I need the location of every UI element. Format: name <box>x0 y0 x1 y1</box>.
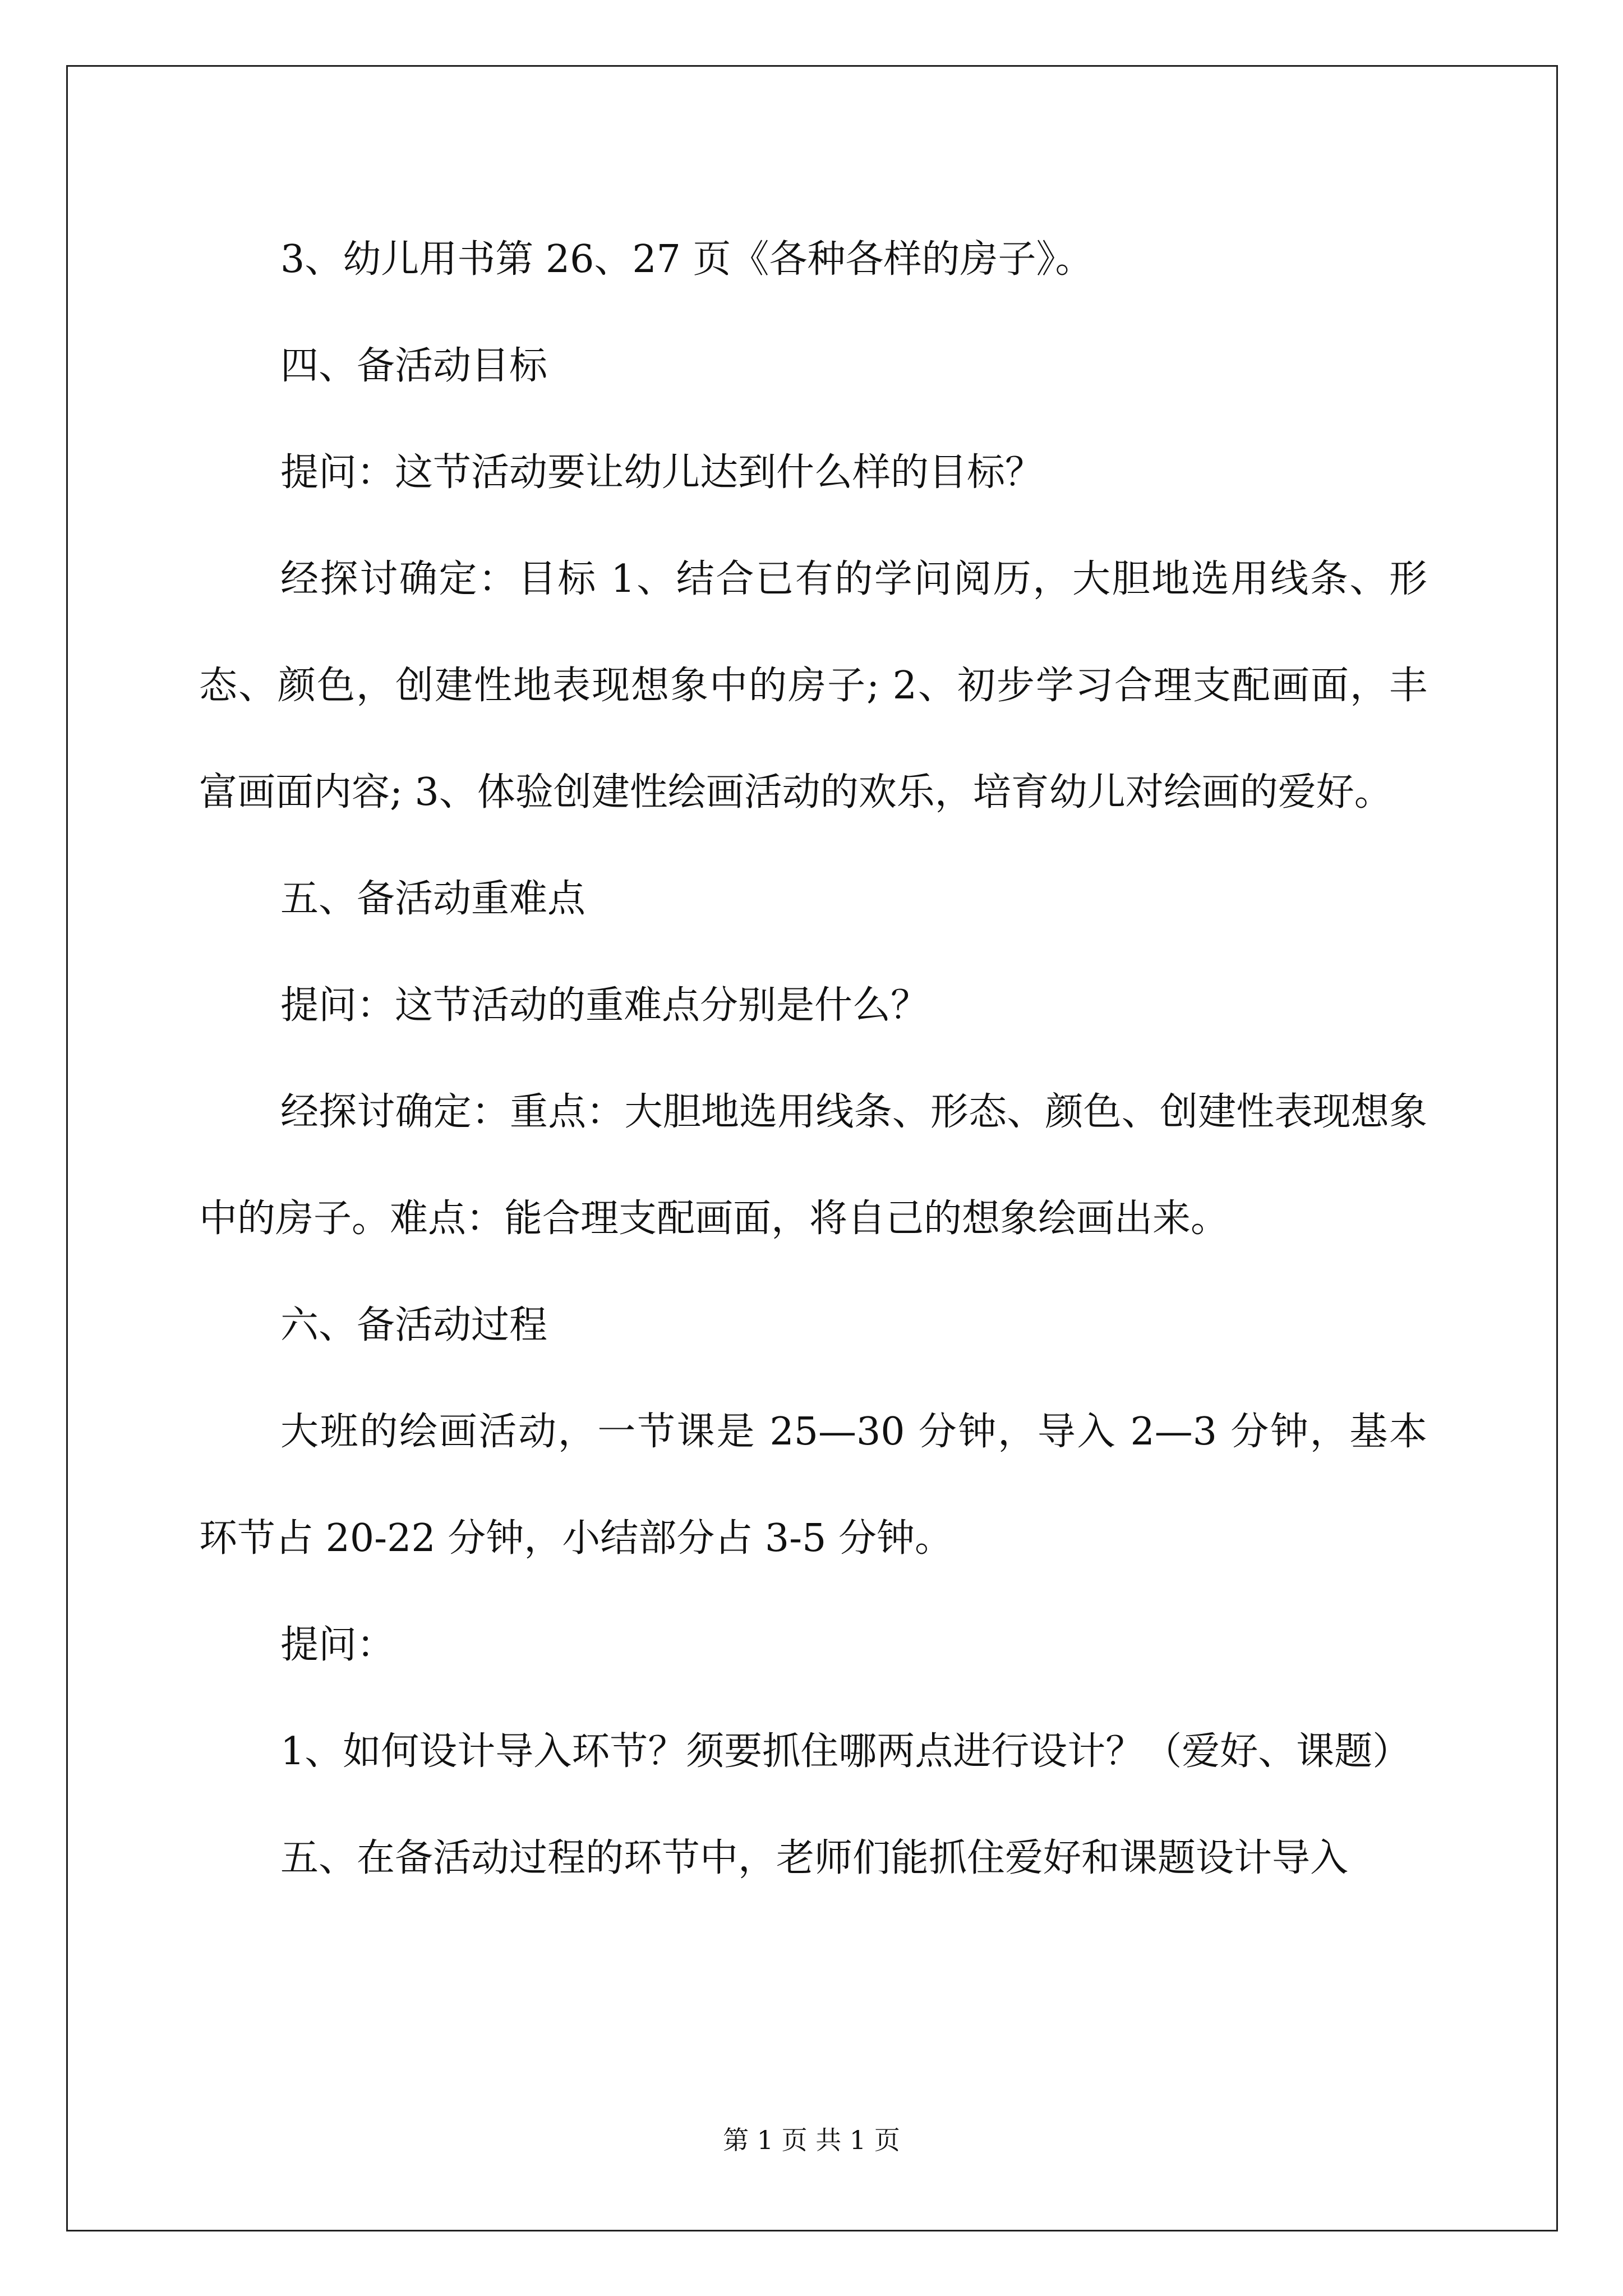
paragraph: 1、如何设计导入环节？须要抓住哪两点进行设计？（爱好、课题） <box>280 1729 1411 1774</box>
paragraph: 提问：这节活动的重难点分别是什么？ <box>280 983 929 1028</box>
page-footer: 第 1 页 共 1 页 <box>723 2125 900 2155</box>
paragraph: 经探讨确定：重点：大胆地选用线条、形态、颜色、创建性表现想象中的房子。难点：能合理支配画面，将自己的想象绘画出来。 <box>199 1090 1427 1241</box>
section-heading: 五、备活动重难点 <box>280 877 586 921</box>
paragraph: 五、在备活动过程的环节中，老师们能抓住爱好和课题设计导入 <box>280 1836 1349 1880</box>
paragraph: 提问：这节活动要让幼儿达到什么样的目标？ <box>280 450 1044 495</box>
paragraph: 经探讨确定：目标 1、结合已有的学问阅历，大胆地选用线条、形态、颜色，创建性地表现想象中的房子; 2、初步学习合理支配画面，丰富画面内容; 3、体验创建性绘画活动的欢乐，培育幼儿对绘画的爱好。 <box>199 557 1427 815</box>
section-heading: 四、备活动目标 <box>280 344 548 388</box>
paragraph: 3、幼儿用书第 26、27 页《各种各样的房子》。 <box>280 237 1094 282</box>
paragraph: 提问： <box>280 1623 395 1667</box>
document-body <box>199 206 1427 1912</box>
paragraph: 大班的绘画活动，一节课是 25—30 分钟，导入 2—3 分钟，基本环节占 20-22 分钟，小结部分占 3-5 分钟。 <box>199 1410 1427 1561</box>
section-heading: 六、备活动过程 <box>280 1303 548 1347</box>
